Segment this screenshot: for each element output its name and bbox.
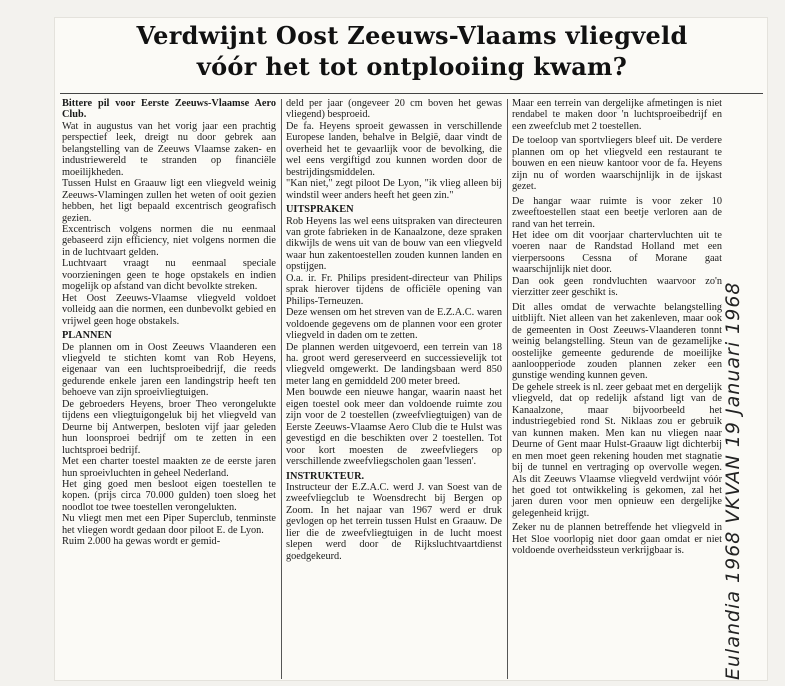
article-column-2 <box>286 98 502 562</box>
headline-line-2: vóór het tot ontplooiing kwam? <box>196 52 628 81</box>
paragraph: De fa. Heyens sproeit gewassen in verschillende Europese landen, behalve in België, daar vindt de overheid het te gevaarlijk voor de bevolking, die wel eens vergiftigd zou kunnen worden door de bestrijdingsmiddelen. <box>286 120 502 178</box>
paragraph: Het Oost Zeeuws-Vlaamse vliegveld voldoet volleidg aan die normen, een dunbevolkt gebied en vrijwel geen hoge obstakels. <box>62 292 276 327</box>
paragraph: Tussen Hulst en Graauw ligt een vliegveld weinig Zeeuws-Vlamingen zullen het weten of ooit gezien hebben, het ligt bepaald excentrisch geografisch gezien. <box>62 178 276 224</box>
intro-lead: Bittere pil voor Eerste Zeeuws-Vlaamse Aero Club. <box>62 98 276 121</box>
paragraph: De plannen om in Oost Zeeuws Vlaanderen een vliegveld te stichten komt van Rob Heyens, eigenaar van een luchtsproeibedrijf, die reeds gedurende enkele jaren een landingstrip heeft ten behoeve van zijn sproeivliegtuigen. <box>62 341 276 399</box>
handwritten-annotation: Eulandia 1968 VKVAN 19 Januari 1968 <box>722 281 744 680</box>
paragraph: Met een charter toestel maakten ze de eerste jaren hun sproeivluchten in geheel Nederland. <box>62 456 276 479</box>
paragraph: De hangar waar ruimte is voor zeker 10 zweeftoestellen staat een beetje verloren aan de rand van het terrein. <box>512 195 722 230</box>
subheading-instrukteur: INSTRUKTEUR. <box>286 470 365 482</box>
paragraph: De gebroeders Heyens, broer Theo verongelukte tijdens een vliegtuigongeluk bij het vliegveld van Deurne bij Antwerpen, besloten vijf jaar geleden hun loonsproei bedrijf om te zetten in een luchtsproei bedrijf. <box>62 398 276 456</box>
paragraph: Ruim 2.000 ha gewas wordt er gemid- <box>62 536 221 548</box>
paragraph: Het ging goed men besloot eigen toestellen te kopen. (prijs circa 70.000 gulden) toen sloeg het noodlot toe twee toestellen verongelukten. <box>62 478 276 513</box>
subheading-plannen: PLANNEN <box>62 330 112 342</box>
article-column-1 <box>62 98 276 548</box>
paragraph: Deze wensen om het streven van de E.Z.A.C. waren voldoende gegevens om de plannen voor een groter vliegveld in daden om te zetten. <box>286 307 502 342</box>
headline-line-1: Verdwijnt Oost Zeeuws-Vlaams vliegveld <box>136 21 688 50</box>
column-divider-1 <box>281 99 282 679</box>
paragraph: Dit alles omdat de verwachte belangstelling uitblijft. Niet alleen van het zakenleven, maar ook de gemeenten in Oost Zeeuws-Vlaanderen tonnt weinig belangstelling. Steun van de gezamelijke oostelijke gemeente gedurende de moeilijke aanloopperiode zouden plannen zeker een gunstige wending kunnen geven. <box>512 301 722 382</box>
paragraph: Luchtvaart vraagt nu eenmaal speciale voorzieningen geen te hoge opstakels en indien mogelijk op afstand van dicht bevolkte streken. <box>62 258 276 293</box>
headline <box>62 20 762 82</box>
paragraph: Nu vliegt men met een Piper Superclub, tenminste het vliegen wordt gedaan door piloot E. de Lyon. <box>62 513 276 536</box>
paragraph: Rob Heyens las wel eens uitspraken van directeuren van grote fabrieken in de Kanaalzone, deze spraken dikwijls de wens uit van de bouw van een vliegveld waar hun zakentoestellen zouden kunnen landen en opstijgen. <box>286 215 502 273</box>
paragraph: Men bouwde een nieuwe hangar, waarin naast het eigen toestel ook meer dan voldoende ruimte zou zijn voor de 2 toestellen (zweefvliegtuigen) van de Eerste Zeeuws-Vlaamse Aero Club die te Hulst was gevestigd en die beschikten over 2 toestellen. Tot voor kort moesten de zweefvliegers op verschillende zweefvliegscholen gaan 'lessen'. <box>286 387 502 468</box>
paragraph: Het idee om dit voorjaar chartervluchten uit te voeren naar de Randstad Holland met een vierpersoons Cessna of Morane gaat waarschijnlijk niet door. <box>512 229 722 276</box>
paragraph: "Kan niet," zegt piloot De Lyon, "ik vlieg alleen bij windstil weer anders heeft het geen zin." <box>286 178 502 201</box>
paragraph: deld per jaar (ongeveer 20 cm boven het gewas vliegend) besproeid. <box>286 98 502 121</box>
article-column-3 <box>512 98 722 557</box>
headline-rule <box>60 93 763 94</box>
paragraph: De plannen werden uitgevoerd, een terrein van 18 ha. groot werd gereserveerd en successievelijk tot vliegveld omgewerkt. De landingsbaan werd 850 meter lang en gemiddeld 200 meter breed. <box>286 341 502 387</box>
column-divider-2 <box>507 99 508 679</box>
paragraph: Instructeur der E.Z.A.C. werd J. van Soest van de zweefvliegclub te Woensdrecht bij Bergen op Zoom. In het najaar van 1967 werd er druk gevlogen op het terrein tussen Hulst en Graauw. De lier die de zweefvliegtuigen in de lucht moest slepen werd door de Rijksluchtvaartdienst goedgekeurd. <box>286 481 502 562</box>
paragraph: Zeker nu de plannen betreffende het vliegveld in Het Sloe voorlopig niet door gaan omdat er niet voldoende overheidssteun verkrijgbaar is. <box>512 522 722 557</box>
paragraph: De gehele streek is nl. zeer gebaat met en dergelijk vliegveld, dat op redelijk afstand ligt van de Kanaalzone, maar bijvoorbeeld het industriegebied rond St. Niklaas zou er gebruik van kunnen maken. Men kan nu vliegen naar Deurne of Gent maar Hulst-Graauw ligt dichterbij en men moet geen rekening houden met stagnatie bij de tunnel en vertraging op overvolle wegen. Als dit Zeeuws Vlaamse vliegveld verdwijnt vóór het goed tot ontwikkeling is gekomen, zal het jaren duren voor men opnieuw een dergelijke gelegenheid krijgt. <box>512 381 722 519</box>
subheading-uitspraken: UITSPRAKEN <box>286 204 354 216</box>
paragraph: Excentrisch volgens normen die nu eenmaal gebaseerd zijn efficiency, niet volgens normen die in de luchtvaart gelden. <box>62 223 276 258</box>
paragraph: De toeloop van sportvliegers bleef uit. De verdere plannen om op het vliegveld een restaurant te bouwen en een nieuw kantoor voor de fa. Heyens zijn nu of worden waarschijnlijk in de ijskast gezet. <box>512 135 722 193</box>
paragraph: O.a. ir. Fr. Philips president-directeur van Philips sprak hierover tijdens de officiële opening van Philips-Terneuzen. <box>286 272 502 307</box>
paragraph: Wat in augustus van het vorig jaar een prachtig perspectief leek, dreigt nu door gebrek aan belangstelling van de Zeeuws Vlaamse zaken- en industriewereld te stranden op financiële moeilijkheden. <box>62 120 276 178</box>
paragraph: Maar een terrein van dergelijke afmetingen is niet rendabel te maken door 'n luchtsproeibedrijf en een zweefclub met 2 toestellen. <box>512 98 722 132</box>
paragraph: Dan ook geen rondvluchten waarvoor zo'n vierzitter zeer geschikt is. <box>512 275 722 299</box>
